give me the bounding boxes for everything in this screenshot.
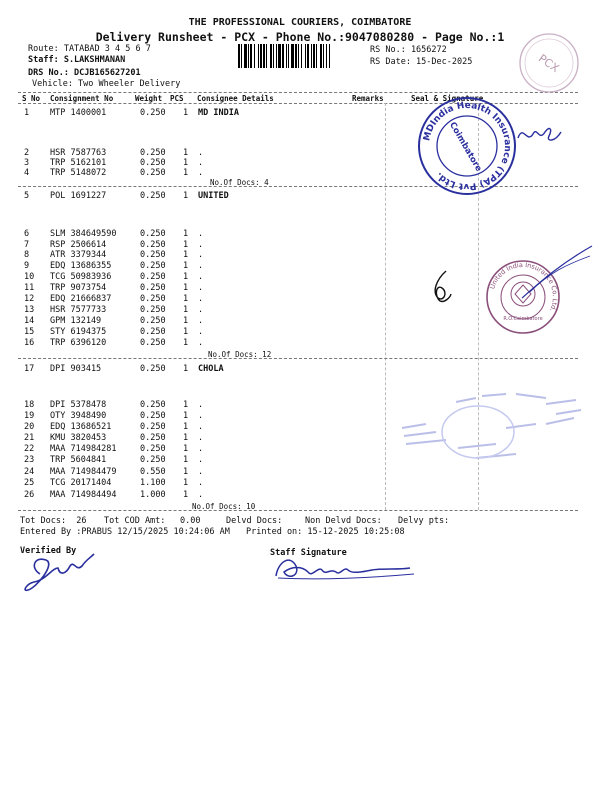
verified-by-label: Verified By [20, 546, 77, 556]
barcode-bar [313, 44, 315, 68]
row-consignee: . [198, 168, 204, 178]
barcode-bar [266, 44, 267, 68]
row-sno: 16 [24, 338, 35, 348]
row-weight: 0.250 [140, 294, 166, 304]
row-weight: 0.250 [140, 338, 166, 348]
mdindia-stamp-city: Coimbatore [447, 120, 484, 174]
row-weight: 0.250 [140, 240, 166, 250]
mdindia-stamp [414, 93, 520, 199]
rs-number: RS No.: 1656272 [370, 45, 447, 55]
row-sno: 1 [24, 108, 30, 118]
total-docs: Tot Docs: 26 [20, 516, 87, 526]
row-pcs: 1 [183, 283, 189, 293]
vehicle: Vehicle: Two Wheeler Delivery [32, 79, 181, 89]
row-pcs: 1 [183, 444, 189, 454]
row-consignment: EDQ 21666837 [50, 294, 112, 304]
row-consignee: . [198, 316, 204, 326]
row-consignee: . [198, 294, 204, 304]
row-pcs: 1 [183, 168, 189, 178]
staff: Staff: S.LAKSHMANAN [28, 55, 126, 65]
row-weight: 0.250 [140, 261, 166, 271]
barcode-bar [288, 44, 289, 68]
row-consignee: CHOLA [198, 364, 224, 374]
barcode-bar [305, 44, 306, 68]
row-consignment: TRP 6396120 [50, 338, 107, 348]
barcode-bar [295, 44, 297, 68]
barcode-bar [238, 44, 240, 68]
entered-by: Entered By :PRABUS 12/15/2025 10:24:06 AM [20, 527, 230, 537]
row-weight: 0.250 [140, 422, 166, 432]
row-consignment: POL 1691227 [50, 191, 107, 201]
row-consignee: . [198, 422, 204, 432]
row-consignee: . [198, 433, 204, 443]
row-sno: 20 [24, 422, 35, 432]
verified-by-signature [16, 544, 128, 596]
barcode-bar [273, 44, 274, 68]
row-sno: 6 [24, 229, 30, 239]
row-pcs: 1 [183, 294, 189, 304]
group-doc-count: No.Of Docs: 10 [192, 502, 256, 511]
row-pcs: 1 [183, 158, 189, 168]
row-consignment: TCG 50983936 [50, 272, 112, 282]
consignee-signature-1 [515, 120, 565, 150]
row-consignee: . [198, 158, 204, 168]
row-consignment: MTP 1400001 [50, 108, 107, 118]
row-pcs: 1 [183, 327, 189, 337]
row-consignee: MD INDIA [198, 108, 239, 118]
barcode-bar [282, 44, 284, 68]
row-weight: 0.250 [140, 250, 166, 260]
row-pcs: 1 [183, 316, 189, 326]
barcode-bar [260, 44, 262, 68]
row-sno: 8 [24, 250, 30, 260]
table-row [0, 490, 600, 501]
row-consignment: MAA 714984479 [50, 467, 117, 477]
row-sno: 23 [24, 455, 35, 465]
row-sno: 4 [24, 168, 30, 178]
consignee-signature-2 [520, 242, 595, 302]
row-sno: 10 [24, 272, 35, 282]
row-weight: 0.550 [140, 467, 166, 477]
row-weight: 1.000 [140, 490, 166, 500]
row-sno: 7 [24, 240, 30, 250]
row-weight: 0.250 [140, 433, 166, 443]
row-consignee: . [198, 148, 204, 158]
row-consignment: DPI 5378478 [50, 400, 107, 410]
row-sno: 24 [24, 467, 35, 477]
row-sno: 3 [24, 158, 30, 168]
row-consignment: ATR 3379344 [50, 250, 107, 260]
col-consignment: Consignment No [50, 94, 114, 103]
row-consignee: . [198, 490, 204, 500]
row-weight: 0.250 [140, 148, 166, 158]
row-sno: 25 [24, 478, 35, 488]
row-pcs: 1 [183, 261, 189, 271]
row-weight: 0.250 [140, 168, 166, 178]
row-consignee: . [198, 250, 204, 260]
total-cod-amount: 0.00 [180, 516, 201, 526]
barcode-bar [316, 44, 317, 68]
total-cod-label: Tot COD Amt: [104, 516, 166, 526]
row-sno: 21 [24, 433, 35, 443]
row-consignee: . [198, 327, 204, 337]
row-pcs: 1 [183, 455, 189, 465]
col-remarks: Remarks [352, 94, 384, 103]
row-consignment: STY 6194375 [50, 327, 107, 337]
row-weight: 0.250 [140, 411, 166, 421]
row-pcs: 1 [183, 229, 189, 239]
company-name: THE PROFESSIONAL COURIERS, COIMBATORE [188, 17, 412, 28]
row-sno: 17 [24, 364, 35, 374]
barcode-bar [323, 44, 324, 68]
pcx-stamp [516, 30, 582, 96]
col-weight: Weight [135, 94, 163, 103]
row-consignee: . [198, 400, 204, 410]
row-weight: 0.250 [140, 191, 166, 201]
row-consignment: MAA 714984281 [50, 444, 117, 454]
col-consignee: Consignee Details [197, 94, 274, 103]
staff-signature-label: Staff Signature [270, 548, 347, 558]
barcode-bar [263, 44, 265, 68]
barcode-bar [241, 44, 242, 68]
row-consignment: RSP 2506614 [50, 240, 107, 250]
row-consignee: . [198, 478, 204, 488]
row-consignee: . [198, 229, 204, 239]
row-consignment: OTY 3948490 [50, 411, 107, 421]
barcode-bar [329, 44, 330, 68]
row-pcs: 1 [183, 191, 189, 201]
row-sno: 15 [24, 327, 35, 337]
row-sno: 5 [24, 191, 30, 201]
row-pcs: 1 [183, 478, 189, 488]
row-pcs: 1 [183, 433, 189, 443]
printed-on: Printed on: 15-12-2025 10:25:08 [246, 527, 405, 537]
row-weight: 0.250 [140, 364, 166, 374]
row-weight: 0.250 [140, 444, 166, 454]
chola-faded-stamp [396, 388, 586, 476]
row-consignee: . [198, 455, 204, 465]
barcode-bar [276, 44, 277, 68]
table-row [0, 364, 600, 375]
row-consignee: UNITED [198, 191, 229, 201]
row-weight: 0.250 [140, 327, 166, 337]
row-consignee: . [198, 338, 204, 348]
united-stamp-name: United India Insurance Co. Ltd. [488, 260, 560, 313]
barcode-bar [254, 44, 255, 68]
row-consignment: TRP 5604841 [50, 455, 107, 465]
row-consignee: . [198, 240, 204, 250]
row-consignment: TCG 20171404 [50, 478, 112, 488]
table-row [0, 338, 600, 349]
barcode-bar [286, 44, 287, 68]
col-pcs: PCS [170, 94, 184, 103]
row-consignee: . [198, 444, 204, 454]
row-sno: 26 [24, 490, 35, 500]
mdindia-stamp-name: MDIndia Health Insurance (TPA) Pvt Ltd. [422, 100, 513, 192]
row-pcs: 1 [183, 422, 189, 432]
row-weight: 0.250 [140, 108, 166, 118]
row-consignee: . [198, 272, 204, 282]
table-row [0, 229, 600, 240]
barcode-bar [278, 44, 281, 68]
col-seal: Seal & Signature [411, 94, 484, 103]
barcode-bar [250, 44, 252, 68]
row-consignment: EDQ 13686355 [50, 261, 112, 271]
row-weight: 0.250 [140, 229, 166, 239]
consignee-signature-3 [428, 268, 454, 304]
row-pcs: 1 [183, 148, 189, 158]
row-consignee: . [198, 305, 204, 315]
row-pcs: 1 [183, 490, 189, 500]
row-pcs: 1 [183, 272, 189, 282]
row-sno: 19 [24, 411, 35, 421]
row-consignee: . [198, 261, 204, 271]
barcode-bar [258, 44, 259, 68]
barcode-bar [248, 44, 249, 68]
rs-date: RS Date: 15-Dec-2025 [370, 57, 473, 67]
row-sno: 9 [24, 261, 30, 271]
staff-signature [268, 548, 418, 588]
barcode-bar [311, 44, 312, 68]
row-weight: 1.100 [140, 478, 166, 488]
row-consignee: . [198, 411, 204, 421]
drs-number: DRS No.: DCJB165627201 [28, 68, 141, 78]
row-consignee: . [198, 283, 204, 293]
row-pcs: 1 [183, 240, 189, 250]
route: Route: TATABAD 3 4 5 6 7 [28, 44, 151, 54]
row-sno: 18 [24, 400, 35, 410]
row-consignment: HSR 7577733 [50, 305, 107, 315]
row-weight: 0.250 [140, 305, 166, 315]
row-consignment: DPI 903415 [50, 364, 102, 374]
united-stamp-inner: R.O.Coimbatore [503, 316, 543, 322]
row-pcs: 1 [183, 108, 189, 118]
pcx-stamp-text: PCX [536, 51, 562, 76]
group-divider [18, 510, 578, 511]
row-consignment: SLM 384649590 [50, 229, 117, 239]
row-weight: 0.250 [140, 316, 166, 326]
barcode-bar [270, 44, 272, 68]
row-sno: 2 [24, 148, 30, 158]
delivery-points: Delvy pts: [398, 516, 450, 526]
row-pcs: 1 [183, 400, 189, 410]
row-weight: 0.250 [140, 283, 166, 293]
barcode-bar [326, 44, 327, 68]
row-sno: 12 [24, 294, 35, 304]
row-pcs: 1 [183, 250, 189, 260]
barcode-bar [244, 44, 247, 68]
row-weight: 0.250 [140, 272, 166, 282]
row-consignment: MAA 714984494 [50, 490, 117, 500]
table-row [0, 478, 600, 489]
barcode [238, 44, 365, 68]
barcode-bar [320, 44, 322, 68]
barcode-bar [301, 44, 302, 68]
row-consignment: TRP 5148072 [50, 168, 107, 178]
barcode-bar [298, 44, 299, 68]
row-weight: 0.250 [140, 400, 166, 410]
non-delivered-docs: Non Delvd Docs: [305, 516, 382, 526]
group-divider [18, 358, 578, 359]
row-pcs: 1 [183, 364, 189, 374]
row-pcs: 1 [183, 411, 189, 421]
row-sno: 22 [24, 444, 35, 454]
row-consignment: EDQ 13686521 [50, 422, 112, 432]
group-doc-count: No.Of Docs: 4 [210, 178, 269, 187]
runsheet-title: Delivery Runsheet - PCX - Phone No.:9047080280 - Page No.:1 [95, 30, 505, 44]
row-pcs: 1 [183, 305, 189, 315]
row-sno: 11 [24, 283, 35, 293]
row-pcs: 1 [183, 467, 189, 477]
row-pcs: 1 [183, 338, 189, 348]
row-consignee: . [198, 467, 204, 477]
row-weight: 0.250 [140, 158, 166, 168]
row-consignment: GPM 132149 [50, 316, 102, 326]
row-consignment: TRP 5162101 [50, 158, 107, 168]
row-sno: 13 [24, 305, 35, 315]
group-doc-count: No.Of Docs: 12 [208, 350, 272, 359]
barcode-bar [291, 44, 294, 68]
row-consignment: TRP 9073754 [50, 283, 107, 293]
row-consignment: HSR 7587763 [50, 148, 107, 158]
row-weight: 0.250 [140, 455, 166, 465]
row-consignment: KMU 3820453 [50, 433, 107, 443]
row-sno: 14 [24, 316, 35, 326]
barcode-bar [307, 44, 309, 68]
col-sno: S No [22, 94, 41, 103]
delivered-docs: Delvd Docs: [226, 516, 283, 526]
